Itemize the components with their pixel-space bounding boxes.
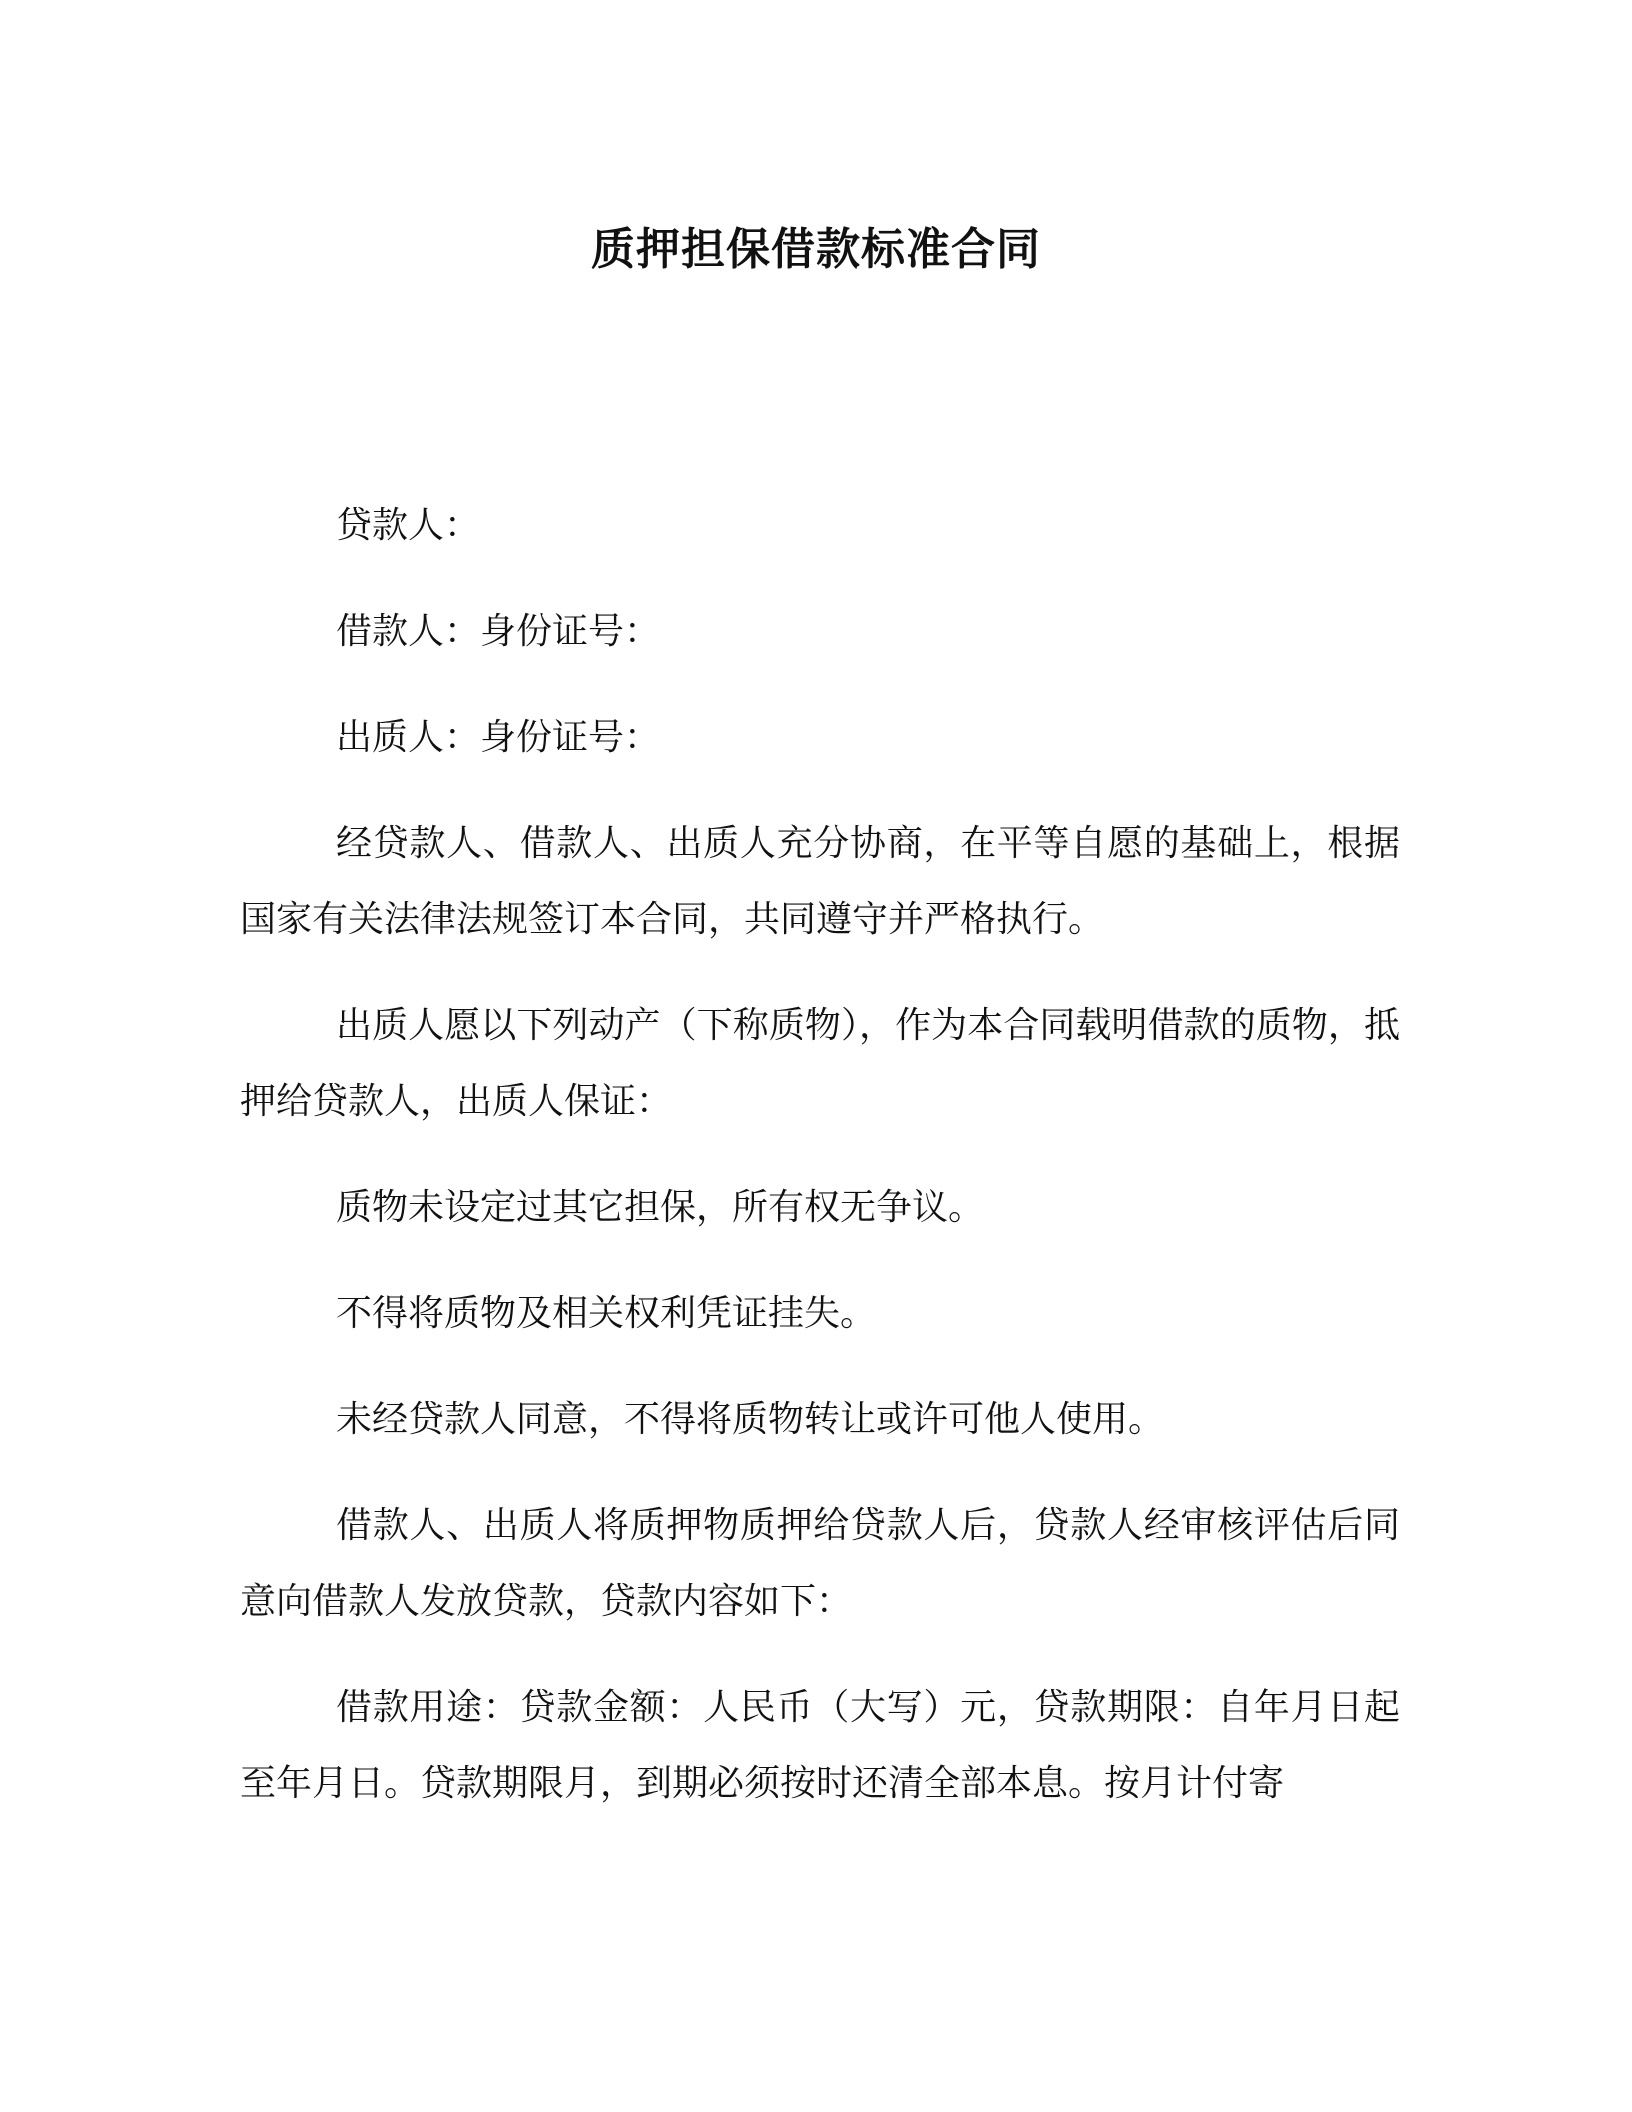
loan-approval-paragraph: 借款人、出质人将质押物质押给贷款人后，贷款人经审核评估后同意向借款人发放贷款，贷款内容如下： [240, 1505, 1400, 1622]
preamble-paragraph: 经贷款人、借款人、出质人充分协商，在平等自愿的基础上，根据国家有关法律法规签订本合同，共同遵守并严格执行。 [240, 823, 1400, 940]
borrower-line: 借款人：身份证号： [336, 611, 661, 652]
pledgor-line: 出质人：身份证号： [336, 717, 661, 758]
guarantee-item-3: 未经贷款人同意，不得将质物转让或许可他人使用。 [336, 1399, 1165, 1440]
guarantee-item-1: 质物未设定过其它担保，所有权无争议。 [336, 1187, 985, 1228]
document-title: 质押担保借款标准合同 [591, 224, 1041, 275]
loan-terms-paragraph: 借款用途：贷款金额：人民币（大写）元，贷款期限：自年月日起至年月日。贷款期限月，到期必须按时还清全部本息。按月计付寄 [240, 1687, 1400, 1804]
lender-line: 贷款人： [336, 505, 481, 546]
guarantee-item-2: 不得将质物及相关权利凭证挂失。 [336, 1293, 877, 1334]
document-body [240, 488, 1400, 1852]
pledge-paragraph: 出质人愿以下列动产（下称质物），作为本合同载明借款的质物，抵押给贷款人，出质人保证： [240, 1005, 1400, 1122]
